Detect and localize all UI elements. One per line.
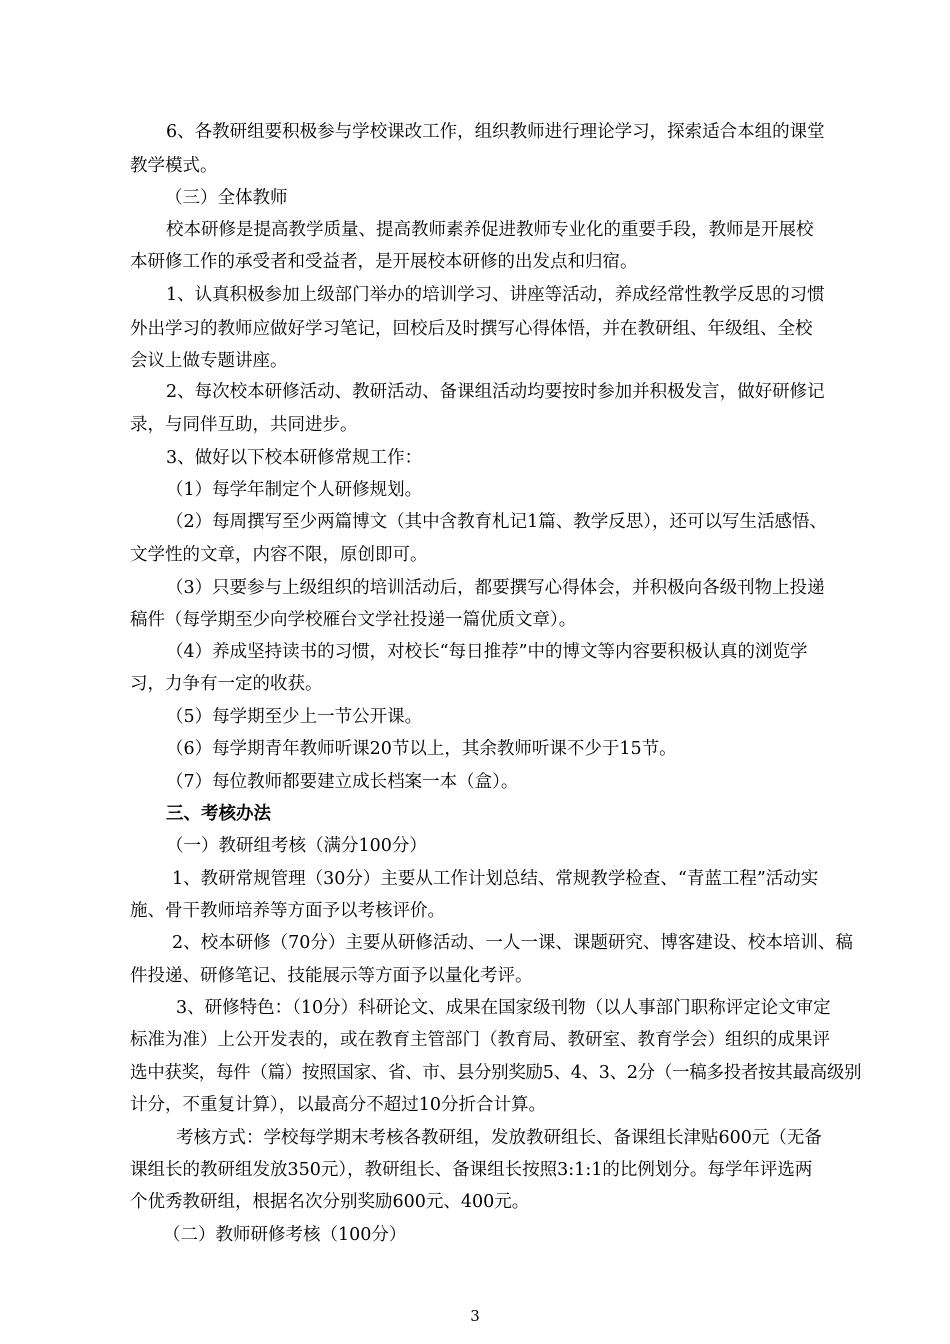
section-heading: （三）全体教师 <box>165 188 288 208</box>
paragraph-line: 会议上做专题讲座。 <box>130 351 288 371</box>
paragraph-line: 教学模式。 <box>130 156 218 176</box>
paragraph-line: 选中获奖，每件（篇）按照国家、省、市、县分别奖励5、4、3、2分（一稿多投者按其最高级别 <box>130 1063 862 1083</box>
paragraph-line: （4）养成坚持读书的习惯，对校长“每日推荐”中的博文等内容要积极认真的浏览学 <box>166 642 808 662</box>
paragraph-line: 外出学习的教师应做好学习笔记，回校后及时撰写心得体悟，并在教研组、年级组、全校 <box>130 319 813 339</box>
section-heading: （二）教师研修考核（100分） <box>163 1225 407 1245</box>
paragraph-line: 课组长的教研组发放350元），教研组长、备课组长按照3:1:1的比例划分。每学年评选两 <box>130 1160 813 1180</box>
paragraph-line: 施、骨干教师培养等方面予以考核评价。 <box>130 901 445 921</box>
paragraph-line: 1、认真积极参加上级部门举办的培训学习、讲座等活动，养成经常性教学反思的习惯 <box>166 285 825 305</box>
paragraph-line: 本研修工作的承受者和受益者，是开展校本研修的出发点和归宿。 <box>130 252 638 272</box>
paragraph-line: 标准为准）上公开发表的，或在教育主管部门（教育局、教研室、教育学会）组织的成果评 <box>130 1030 830 1050</box>
paragraph-line: 习，力争有一定的收获。 <box>130 674 323 694</box>
paragraph-line: 2、每次校本研修活动、教研活动、备课组活动均要按时参加并积极发言，做好研修记 <box>166 382 825 402</box>
paragraph-line: 2、校本研修（70分）主要从研修活动、一人一课、课题研究、博客建设、校本培训、稿 <box>172 933 853 953</box>
paragraph-line: 考核方式：学校每学期末考核各教研组，发放教研组长、备课组长津贴600元（无备 <box>176 1128 822 1148</box>
paragraph-line: 6、各教研组要积极参与学校课改工作，组织教师进行理论学习，探索适合本组的课堂 <box>166 122 825 142</box>
paragraph-line: （5）每学期至少上一节公开课。 <box>166 707 423 727</box>
paragraph-line: 文学性的文章，内容不限，原创即可。 <box>130 545 428 565</box>
paragraph-line: （6）每学期青年教师听课20节以上，其余教师听课不少于15节。 <box>166 739 677 759</box>
paragraph-line: （3）只要参与上级组织的培训活动后，都要撰写心得体会，并积极向各级刊物上投递 <box>166 578 825 598</box>
paragraph-line: 3、做好以下校本研修常规工作： <box>166 448 423 468</box>
section-heading: 三、考核办法 <box>166 804 271 824</box>
section-heading: （一）教研组考核（满分100分） <box>166 836 427 856</box>
paragraph-line: 件投递、研修笔记、技能展示等方面予以量化考评。 <box>130 966 533 986</box>
paragraph-line: 1、教研常规管理（30分）主要从工作计划总结、常规教学检查、“青蓝工程”活动实 <box>172 869 819 889</box>
paragraph-line: 个优秀教研组，根据名次分别奖励600元、400元。 <box>130 1192 530 1212</box>
paragraph-line: 校本研修是提高教学质量、提高教师素养促进教师专业化的重要手段，教师是开展校 <box>166 220 814 240</box>
paragraph-line: 录，与同伴互助，共同进步。 <box>130 415 358 435</box>
paragraph-line: 稿件（每学期至少向学校雁台文学社投递一篇优质文章）。 <box>130 610 577 630</box>
page-number: 3 <box>470 1307 480 1325</box>
paragraph-line: （2）每周撰写至少两篇博文（其中含教育札记1篇、教学反思），还可以写生活感悟、 <box>166 512 828 532</box>
paragraph-line: （7）每位教师都要建立成长档案一本（盒）。 <box>166 772 519 792</box>
paragraph-line: （1）每学年制定个人研修规划。 <box>166 480 423 500</box>
paragraph-line: 3、研修特色：（10分）科研论文、成果在国家级刊物（以人事部门职称评定论文审定 <box>176 998 831 1018</box>
paragraph-line: 计分，不重复计算），以最高分不超过10分折合计算。 <box>130 1095 547 1115</box>
